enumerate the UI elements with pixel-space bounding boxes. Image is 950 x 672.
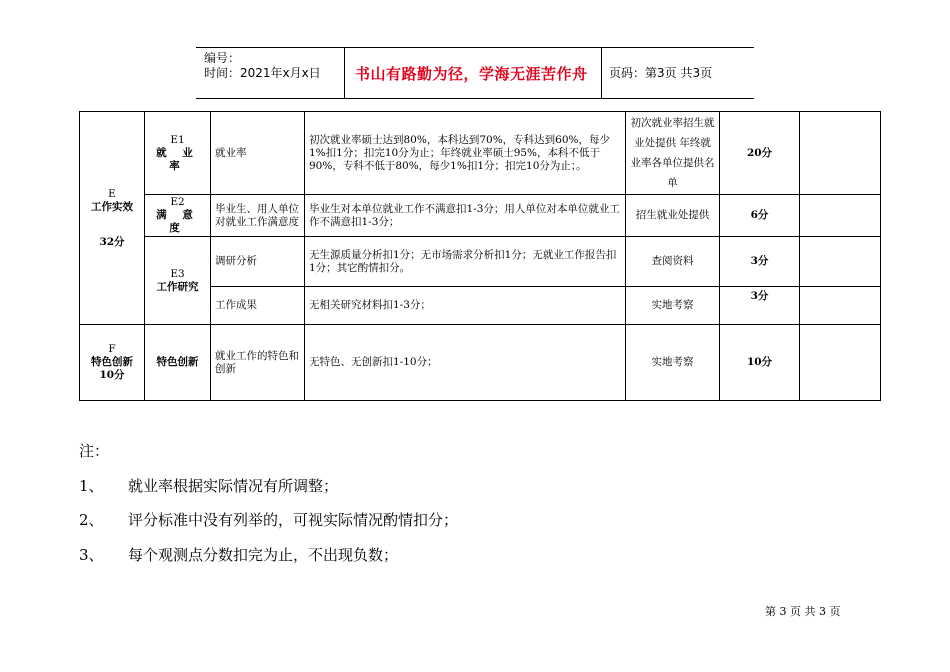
observation-point: 工作成果 bbox=[211, 287, 305, 325]
score-cell: 3分 bbox=[720, 237, 800, 287]
method-cell: 初次就业率招生就业处提供 年终就业率各单位提供名单 bbox=[626, 112, 720, 195]
note-text: 就业率根据实际情况有所调整； bbox=[128, 477, 339, 495]
page-number-label: 页码：第3页 共3页 bbox=[609, 66, 713, 80]
document-time-label: 时间：2021年x月x日 bbox=[204, 66, 321, 80]
criteria-cell: 毕业生对本单位就业工作不满意扣1-3分；用人单位对本单位就业工作不满意扣1-3分； bbox=[305, 195, 626, 237]
table-row bbox=[80, 325, 881, 401]
note-text: 评分标准中没有列举的，可视实际情况酌情扣分； bbox=[128, 511, 459, 529]
item-name: 特色创新 bbox=[145, 325, 211, 401]
empty-cell bbox=[800, 287, 881, 325]
empty-cell bbox=[800, 112, 881, 195]
header-divider bbox=[344, 48, 345, 98]
score-cell: 6分 bbox=[720, 195, 800, 237]
header-divider bbox=[601, 48, 602, 98]
section-code: E bbox=[108, 187, 116, 200]
table-row bbox=[80, 112, 881, 195]
note-text: 每个观测点分数扣完为止，不出现负数； bbox=[128, 546, 399, 564]
section-e-cell bbox=[80, 112, 145, 325]
method-cell: 实地考察 bbox=[626, 325, 720, 401]
note-number: 3、 bbox=[79, 546, 104, 564]
note-number: 2、 bbox=[79, 511, 104, 529]
table-row bbox=[80, 237, 881, 287]
criteria-cell: 无生源质量分析扣1分；无市场需求分析扣1分；无就业工作报告扣1分；其它酌情扣分。 bbox=[305, 237, 626, 287]
table-row bbox=[80, 195, 881, 237]
note-number: 1、 bbox=[79, 477, 104, 495]
item-code: E3 bbox=[170, 267, 185, 280]
empty-cell bbox=[800, 237, 881, 287]
score-cell: 3分 bbox=[720, 287, 800, 325]
section-points: 32分 bbox=[99, 235, 125, 248]
item-cell bbox=[145, 195, 211, 237]
page-footer: 第 3 页 共 3 页 bbox=[765, 605, 841, 618]
item-cell bbox=[145, 237, 211, 325]
criteria-cell: 无相关研究材料扣1-3分； bbox=[305, 287, 626, 325]
document-header bbox=[196, 47, 754, 99]
item-cell bbox=[145, 112, 211, 195]
method-cell: 招生就业处提供 bbox=[626, 195, 720, 237]
item-name: 满 意 度 bbox=[156, 209, 199, 234]
criteria-cell: 初次就业率硕士达到80%，本科达到70%，专科达到60%，每少1%扣1分；扣完10分为止；年终就业率硕士95%，本科不低于90%，专科不低于80%，每少1%扣1分；扣完10分为止；。 bbox=[305, 112, 626, 195]
empty-cell bbox=[800, 325, 881, 401]
item-name: 就 业 率 bbox=[156, 146, 199, 172]
header-motto: 书山有路勤为径，学海无涯苦作舟 bbox=[355, 65, 588, 83]
observation-point: 就业率 bbox=[211, 112, 305, 195]
observation-point: 就业工作的特色和创新 bbox=[211, 325, 305, 401]
evaluation-table bbox=[79, 111, 881, 401]
section-name: 特色创新 bbox=[91, 356, 133, 368]
empty-cell bbox=[800, 195, 881, 237]
notes-title: 注： bbox=[79, 442, 110, 460]
section-code: F bbox=[108, 343, 116, 355]
observation-point: 毕业生、用人单位对就业工作满意度 bbox=[211, 195, 305, 237]
item-name: 工作研究 bbox=[156, 280, 199, 293]
section-f-cell bbox=[80, 325, 145, 401]
item-code: E2 bbox=[170, 196, 185, 208]
method-cell: 实地考察 bbox=[626, 287, 720, 325]
section-name: 工作实效 bbox=[91, 200, 133, 213]
score-cell: 20分 bbox=[720, 112, 800, 195]
section-points: 10分 bbox=[99, 369, 125, 381]
document-id-label: 编号： bbox=[204, 51, 241, 65]
observation-point: 调研分析 bbox=[211, 237, 305, 287]
item-code: E1 bbox=[170, 133, 185, 146]
method-cell: 查阅资料 bbox=[626, 237, 720, 287]
score-cell: 10分 bbox=[720, 325, 800, 401]
criteria-cell: 无特色、无创新扣1-10分； bbox=[305, 325, 626, 401]
